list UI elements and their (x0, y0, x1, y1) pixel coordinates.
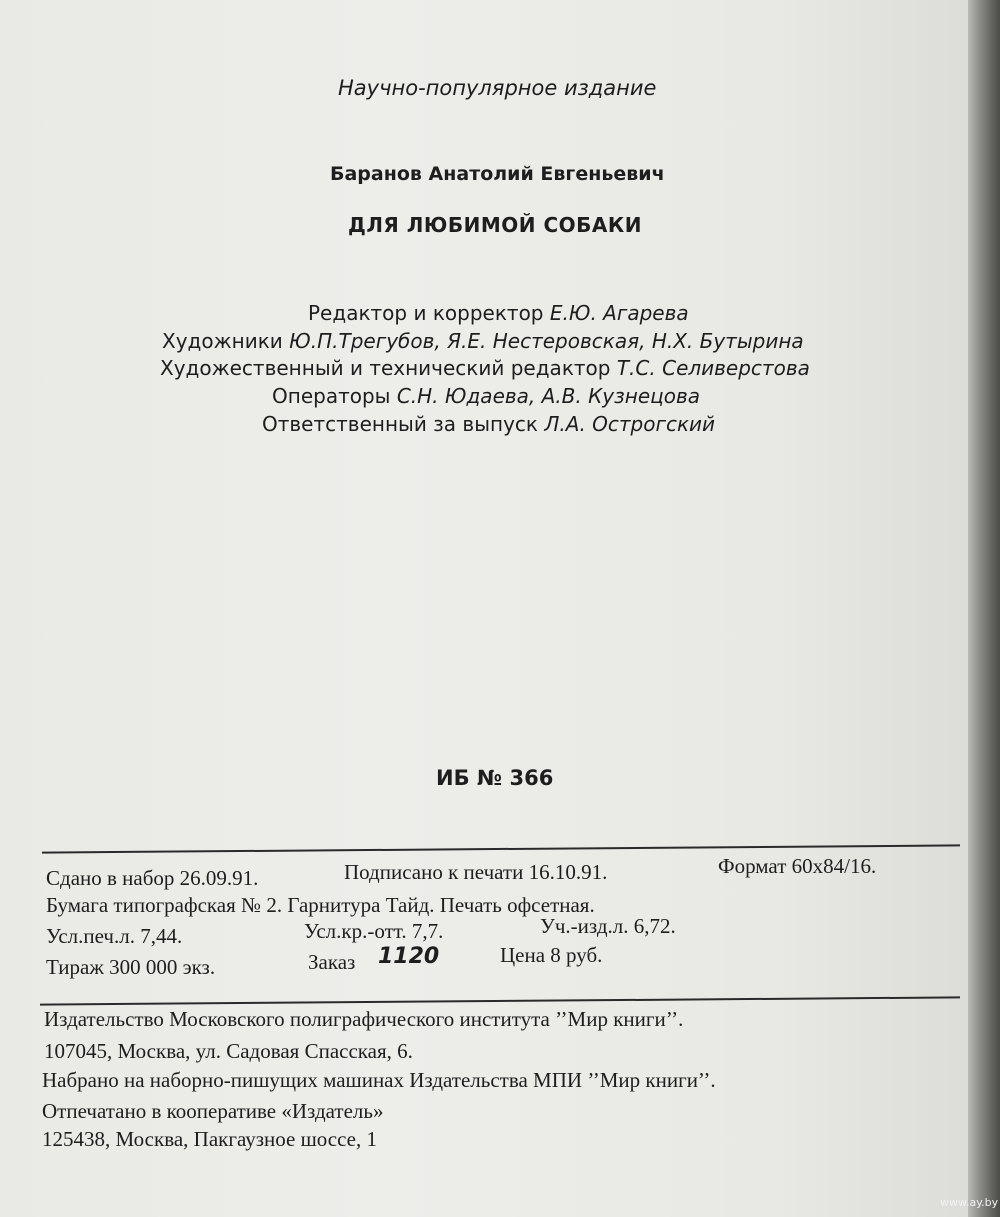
watermark: www.ay.by (940, 1196, 999, 1209)
imprint-order-label: Заказ (308, 950, 356, 974)
credit-line-responsible (262, 412, 715, 436)
credit-role: Операторы (272, 384, 391, 408)
credit-name: Т.С. Селиверстова (616, 356, 810, 380)
credit-line-editor (308, 301, 689, 325)
page-edge-shadow (968, 0, 1000, 1217)
book-title: ДЛЯ ЛЮБИМОЙ СОБАКИ (348, 213, 642, 237)
publisher-line-4: Отпечатано в кооперативе «Издатель» (42, 1099, 384, 1123)
credit-line-operators (272, 384, 700, 408)
imprint-top-rule (42, 844, 960, 853)
publisher-line-3: Набрано на наборно-пишущих машинах Издательства МПИ ’’Мир книги’’. (42, 1068, 716, 1092)
credit-role: Ответственный за выпуск (262, 412, 538, 436)
imprint-paper: Бумага типографская № 2. Гарнитура Тайд. Печать офсетная. (46, 893, 595, 917)
publisher-line-2: 107045, Москва, ул. Садовая Спасская, 6. (44, 1039, 413, 1063)
imprint-circulation: Тираж 300 000 экз. (46, 955, 216, 979)
ib-number: ИБ № 366 (436, 766, 554, 790)
imprint-pub-sheets: Уч.-изд.л. 6,72. (540, 914, 676, 938)
credit-name: С.Н. Юдаева, А.В. Кузнецова (396, 384, 701, 408)
imprint-signed: Подписано к печати 16.10.91. (344, 860, 608, 884)
imprint-print-sheets: Усл.печ.л. 7,44. (46, 924, 183, 948)
author-name: Баранов Анатолий Евгеньевич (330, 163, 665, 185)
publisher-line-5: 125438, Москва, Пакгаузное шоссе, 1 (42, 1127, 377, 1151)
credit-role: Художественный и технический редактор (160, 356, 611, 380)
genre-line: Научно-популярное издание (338, 76, 657, 100)
imprint-submitted: Сдано в набор 26.09.91. (46, 866, 259, 890)
credit-line-artists (162, 329, 804, 353)
credit-name: Л.А. Острогский (544, 412, 716, 436)
imprint-format: Формат 60x84/16. (718, 854, 877, 878)
credit-name: Е.Ю. Агарева (549, 301, 689, 325)
order-number-handwritten: 1120 (378, 944, 440, 969)
credit-role: Редактор и корректор (308, 301, 544, 325)
credit-name: Ю.П.Трегубов, Я.Е. Нестеровская, Н.Х. Бутырина (289, 329, 804, 353)
credit-role: Художники (162, 329, 283, 353)
publisher-line-1: Издательство Московского полиграфического института ’’Мир книги’’. (44, 1007, 684, 1031)
credit-line-art-editor (160, 356, 810, 380)
imprint-bottom-rule (40, 996, 960, 1005)
imprint-price: Цена 8 руб. (500, 943, 603, 967)
imprint-color-prints: Усл.кр.-отт. 7,7. (304, 919, 444, 943)
